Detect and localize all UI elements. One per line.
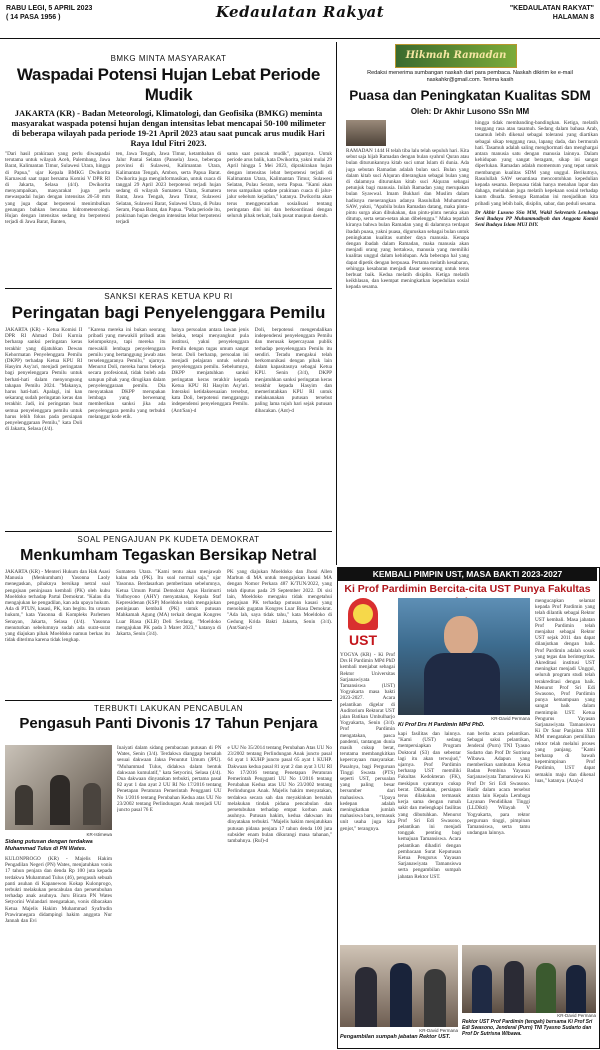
body-column: Inaiyati dalam sidang pembacaan putusan di PN Wates, Senin (3/4). Terdakwa dianggap bersalah sesuai dakwaan Jaksa Penuntut Umum (JPU). "Muhammad Tulus, didakwa dalam bentuk dakwaan kumulatif," kata Setyorini, Selasa (4/4). Dua dakwaan dinyatakan terbukti, pertama pasal 82 ayat 1 dan ayat 2 UU RI No 17/2016 tentang Penetapan Peraturan Pemerintah Pengganti UU No 1/2016 tentang Perubahan Kedua atas UU No 23/2002 tentang Perlindungan Anak menjadi UU juncto pasal 76 E — [117, 745, 222, 814]
ramadan-note: Redaksi menerima sumbangan naskah dari para pembaca. Naskah dikirim ke e-mail naskahkr@gmail.com. Terima kasih — [367, 70, 573, 83]
group-photo — [462, 945, 596, 1013]
ust-logo — [340, 598, 386, 650]
body-column: YOGYA (KR) - Ki Prof Drs H Pardimin MPd PhD kembali menjabat sebagai Rektor Universitas Sarjanawiyata Tamansiswa (UST) Yogyakarta masa bakti 2023-2027. Acara pelantikan digelar di Auditorium Rektorat UST jalan Batikan Umbulharjo Yogyakarta, Senin (3/4). Prof Pardimin mengatakan, pasca pandemi, tantangan dunia masih cukup berat, terutama membangkitkan kepercayaan masyarakat. Pasalnya, bagi Perguruan Tinggi Swasta (PTS) seperti UST, persoalan yang paling besar bersumber dari mahasiswa. "Upaya kedepan adalah meningkatkan jumlah mahasiswa baru, termasuk unit usaha juga kita genjot," terangnya. — [340, 652, 395, 832]
story-body — [5, 327, 332, 530]
photo-credit: KR-David Permana — [419, 1028, 458, 1033]
newspaper-logo: Kedaulatan Rakyat — [215, 3, 385, 21]
body-column: "Karena mereka ini bukan seorang pribadi yang mewakili pribadi atau kelompoknya, tapi mereka itu mewakili lembaga penyelenggara pemilu yang bertanggung jawab atas terselenggaranya Pemilu," ujarnya. Menurut Doli, mereka harus bekerja secara profesional, tidak boleh ada satupun pihak yang dirugikan dalam penyelenggaraan pemilu. Dia menyatakan DKPP merupakan lembaga yang berwenang memberikan sanksi jika ada penyelenggara pemilu yang terbukti melanggar kode etik. — [88, 327, 166, 420]
body-column: JAKARTA (KR) - Menteri Hukum dan Hak Asasi Manusia (Menkumham) Yasonna Laoly menegaskan, pihaknya bersikap netral soal pengajuan peninjauan kembali (PK) oleh kubu Moeldoko terhadap Partai Demokrat. "Kalau dia mengajukan ke pengadilan, kan ada upaya hukum. Ada di PTUN, kasasi, PK, kan begitu. Itu urusan hukum," kata Yasonna di Kompleks Parlemen Senayan, Jakarta, Selasa (4/4). Yasonna menuturkan sebelumnya sudah ada surat-surat yang diajukan pihak Moeldoko namun berkas itu tidak diterima karena tidak lengkap. — [5, 569, 110, 644]
story-headline: Peringatan bagi Penyelenggara Pemilu — [11, 303, 326, 322]
body-text: hingga tidak membanding-bandingkan. Ketiga, melatih tenggang rasa atau tasamuh. Sedang dalam bahasa Arab, tasamuh lebih dikenal sebagai toleransi yang diartikan sebagai sikap tenggang rasa, lapang dada, dan bermurah hati. Tasamuh adalah saling menghormati dan menghargai antara manusia satu dengan manusia lainnya. Dalam kehidupan yang sangat beragam, sikap ini sangat diperlukan. Ramadan adalah momentum yang tepat untuk membangun kualitas SDM yang unggul. Berikutnya, Rasulullah SAW senantiasa mencontohkan kepedulian kepada sesama. Berpuasa tidak hanya menahan lapar dan dahaga, melainkan juga melatih kepekaan sosial terhadap kaum dhuafa. Semoga Ramadan ini menjadikan kita pribadi yang lebih baik, disiplin, sabar, dan peduli sesama. — [475, 120, 598, 207]
rector-photo — [398, 598, 530, 715]
body-text: RAMADAN 1444 H telah tiba lalu telah sepuluh hari. Kita sebut saja hijab Ramadan dengan bulan syahrul Quran atau bulan diturunkannya kitab suci umat Islam di dunia. Ada juga sebutan Ramadan adalah bulan suci. Bulan yang dalam kitab suci Alquran diterangkan sebagai bulan yang di dalamnya diturunkan kitab suci Alquran sebagai petunjuk bagi manusia. Inilah Ramadan yang merupakan bulan Syawwal. Imam Bukhari dan Muslim dalam hadisnya menerangkan adanya Rasulullah Muhammad SAW, yakni, "Apabila bulan Ramadan datang, maka pintu-pintu surga akan dibukakan, dan pintu-pintu neraka akan ditutup, serta setan-setan akan dibelenggu." Maka tepatlah kiranya bahwa bulan Ramadan yang di dalamnya terdapat ibadah puasa, yakni puasa, diguruskan sebagai bulan untuk peningkatan kualitas sumber daya manusia. Kenapa dengan ibadah dalam Ramadan, maka manusia akan menjadi orang yang bertakwa, manusia yang memiliki kualitas unggul dalam kehidupan. Ada beberapa hal yang dapat dipetik dengan berpuasa. Pertama melatih kesabaran, sehingga kesabaran menjadi dasar seseorang untuk terus berbuat baik. Kedua melatih disiplin. Ketiga melatih keikhlasan, dan keempat meningkatkan kepedulian sosial kepada sesama. — [346, 148, 469, 291]
page-number: HALAMAN 8 — [552, 14, 594, 21]
photo-credit: KR-Istimewa — [86, 832, 112, 837]
ramadan-body — [346, 120, 598, 563]
court-photo — [5, 745, 112, 830]
body-column: ten, Jawa Tengah, Jawa Timur, ketambahan di Jalur Pantai Selatan (Pansela) Jawa, beberapa provinsi di Sulawesi, Kalimantan Utara, Kalimantan Tengah, Ambon, serta Papua Barat. Dwikorita juga menginformasikan, untuk cuaca di tanggal 29 April 2023 berpotensi terjadi hujan sedang di wilayah Sumatera Utara, Sumatera Barat, Jawa Tengah, Jawa Timur, Sulawesi Selatan, Sulawesi Barat, Sulawesi Utara, di Pulau Seram, Papua Barat, dan Papua. "Pada periode itu, prakiraan hujan dengan intensitas lebat berpotensi terjadi — [116, 151, 221, 226]
photo-caption: Ki Prof Drs H Pardimin MPd PhD. — [398, 722, 485, 728]
issue-hijri-date: ( 14 PASA 1956 ) — [6, 14, 61, 21]
ust-body — [535, 598, 595, 943]
body-column: "Dari hasil prakiraan yang perlu diwaspadai terutama untuk wilayah Aceh, Palembang, Jawa Barat, Kalimantan Timur, Sulawesi Utara, hingga di Papua," ujar Kepala BMKG Dwikorita Karnawati saat rapat bersama Komisi V DPR RI di Jakarta, Selasa (4/4). Dwikorita menyampaikan, masyarakat juga perlu mewaspadai hujan dengan intensitas 20-50 mm yang juga dapat berpotensi menimbulkan genangan bahkan bencana hidrometeorologi. Hujan dengan intensitas sedang itu berpotensi terjadi di Jawa Barat, Banten, — [5, 151, 110, 226]
body-column: kapi fasilitas dan lainnya. "Kami (UST) sedang mempersiapkan Program Doktoral (S3) dan sebentar lagi itu akan terwujud," ujarnya. Prof Pardimin berharap UST memiliki Fakultas Kedokteran (FK), meskipun syaratnya cukup berat. Dikatakan, persiapan terus dilakukan termasuk kerja sama dengan rumah sakit dan melengkapi fasilitas yang dibutuhkan. Menurut Prof Sri Edi Swasono, pelantikan ini menjadi tonggak penting bagi kemajuan Tamansiswa. Acara pelantikan dihadiri dengan pembacaan Surat Keputusan Ketua Pengurus Yayasan Sarjanawiyata Tamansiswa serta pengambilan sumpah jabatan Rektor UST. — [398, 731, 461, 880]
story-kicker: SOAL PENGAJUAN PK KUDETA DEMOKRAT — [77, 535, 260, 544]
body-column — [475, 120, 598, 563]
story-body — [5, 151, 332, 286]
ust-body — [398, 731, 530, 943]
story-headline: Ki Prof Pardimin Bercita-cita UST Punya Fakultas — [344, 583, 591, 595]
story-body — [5, 569, 332, 698]
author-bio: Dr Akhir Lusono SSn MM, Wakil Sekretaris Lembaga Seni Budaya PP Muhammadiyah dan Anggota Komisi Seni Budaya Islam MUI DIY. — [475, 209, 598, 229]
photo-credit: KR-David Permana — [557, 1013, 596, 1018]
column-separator — [336, 42, 337, 565]
story-kicker: TERBUKTI LAKUKAN PENCABULAN — [93, 704, 244, 713]
body-column: nan berita acara pelantikan. Sebagai saksi pelantikan, Jenderal (Purn) TNI Tyasno Sudarto dan Prof Dr Sutrisna Wibawa. Adapun yang memberikan sambutan Ketua Badan Pembina Yayasan Sarjanawiyata Tamansiswa Ki Prof Dr Sri Edi Swasono. Hadir dalam acara tersebut antara lain Kepala Lembaga Layanan Pendidikan Tinggi (LLDikti) Wilayah V Yogyakarta, para rektor perguruan tinggi, pimpinan Tamansiswa, serta tamu undangan lainnya. — [467, 731, 530, 837]
story-kicker: SANKSI KERAS KETUA KPU RI — [104, 292, 233, 301]
photo-credit: KR-David Permana — [491, 716, 530, 721]
ust-body — [340, 652, 395, 942]
story-headline: Pengasuh Panti Divonis 17 Tahun Penjara — [19, 715, 318, 732]
divider — [5, 288, 332, 289]
body-column: e UU No 35/2014 tentang Perubahan Atas UU No 23/2002 tentang Perlindungan Anak juncto pasal 64 ayat 1 KUHP juncto pasal 65 ayat 1 KUHP. Dakwaan kedua pasal 81 ayat 2 dan ayat 3 UU RI No 17/2016 tentang Penetapan Peraturan Pemerintah Pengganti UU No 1/2016 tentang Perubahan Kedua atas UU No 23/2002 tentang Perlindungan Anak. Majelis hakim menyatakan, terdakwa secara sah dan meyakinkan bersalah melakukan tindak pidana pencabulan dan persetubuhan terhadap empat korban anak asuhnya. Putusan hakim, kedua dakwaan itu dinyatakan terbukti. "Majelis hakim menjatuhkan putusan pidana penjara 17 tahun denda 100 juta subsider enam bulan dikurangi masa tahanan," tambahnya. (Rul)-d — [227, 745, 332, 845]
masthead-page-block — [510, 4, 594, 22]
body-column: Sumatera Utara. "Kami tentu akan menjawab kalau ada (PK). Itu soal normal saja," ujar Yasonna. Berdasarkan pemberitaan sebelumnya, Ketua Umum Partai Demokrat Agus Harimurti Yudhoyono (AHY) menyatakan, Kepala Staf Kepresidenan (KSP) Moeldoko telah mengajukan peninjauan kembali (PK) untuk putusan Mahkamah Agung (MA) terkait dengan Kongres Luar Biasa (KLB) Deli Serdang. "Moeldoko mengajukan PK pada 3 Maret 2023," katanya di Jakarta, Senin (3/4). — [116, 569, 221, 638]
story-headline: Puasa dan Peningkatan Kualitas SDM — [349, 88, 591, 103]
photo-caption: Pengambilan sumpah jabatan Rektor UST. — [340, 1034, 451, 1040]
body-column: mengucapkan selamat kepada Prof Pardimin yang telah dilantik sebagai Rektor UST kembali. Masa jabatan Prof Pardimin telah menjabat sebagai Rektor UST sejak 2011 dan dapat dilanjutkan dengan baik. Prof Pardimin adalah sosok yang tegas dan berintegritas. Akreditasi institusi UST meningkat menjadi Unggul, seluruh program studi telah terakreditasi dengan baik. Menurut Prof Sri Edi Swasono, Prof Pardimin punya kemampuan yang sangat baik dalam memimpin UST. Ketua Pengurus Yayasan Sarjanawiyata Tamansiswa Ki Dr Saur Panjaitan XIII MM mengatakan pemilihan rektor telah melalui proses yang panjang. "Kami berharap di bawah kepemimpinan Prof Pardimin, UST dapat semakin maju dan dikenal luas," katanya. (Aza)-d — [535, 598, 595, 784]
story-bmkg — [5, 42, 332, 287]
body-column: KULONPROGO (KR) - Majelis Hakim Pengadilan Negeri (PN) Wates, menjatuhkan vonis 17 tahun penjara dan denda Rp 100 juta kepada terdakwa Muhammad Tulus (46), pengasuh sebuah panti asuhan di Kapanewon Kokap Kulonprogo, terbukti melakukan pencabulan dan persetubuhan terhadap anak asuhnya. Juru Bicara PN Wates Setyorini Wulandari mengatakan, vonis dibacakan Ketua Majelis Hakim Muhammad Syafrudin Prawiranegara didampingi hakim anggota Nur Jannah dan Evi — [5, 856, 112, 925]
author-byline: Oleh: Dr Akhir Lusono SSn MM — [410, 107, 530, 116]
divider — [5, 700, 332, 701]
photo-caption: Sidang putusan dengan terdakwa Muhammad Tulus di PN Wates. — [5, 839, 93, 852]
ust-banner: KEMBALI PIMPIN UST, MASA BAKTI 2023-2027 — [338, 568, 597, 581]
masthead — [0, 0, 600, 39]
logo-text: UST — [349, 632, 377, 648]
story-headline: Menkumham Tegaskan Bersikap Netral — [20, 547, 317, 564]
story-lead: JAKARTA (KR) - Badan Meteorologi, Klimatologi, dan Geofisika (BMKG) meminta masyarakat waspada potensi hujan dengan intensitas lebat mencapai 50-100 milimeter di beberapa wilayah pada periode 19-21 April 2023 atau saat puncak arus mudik Hari Raya Idul Fitri 2023. — [11, 108, 326, 148]
body-column: sama saat puncak mudik", paparnya. Untuk periode arus balik, kata Dwikorita, yakni mulai 29 April hingga 5 Mei 2023, diprakirakan hujan dengan intensitas lebat berpotensi terjadi di Kalimantan Utara, Kalimantan Timur, Sulawesi Selatan, Pulau Seram, serta Papua. "Kami akan terus sampaikan update prakiraan cuaca di jalur-jalur sebelum kejadian," katanya. Dwikorita akan terus menggencarkan sosialisasi tentang peringatan dini ini dan berkoordinasi dengan seluruh pihak terkait, baik pusat maupun daerah. — [227, 151, 332, 220]
oath-photo — [340, 945, 458, 1027]
story-menkumham — [5, 533, 332, 698]
body-column: JAKARTA (KR) - Ketua Komisi II DPR RI Ahmad Doli Kurnia berharap sanksi peringatan keras terakhir yang dijatuhkan Dewan Kehormatan Penyelenggara Pemilu (DKPP) terhadap Ketua KPU RI Hasyim Asy'ari, menjadi peringatan bagi penyelenggara Pemilu untuk berhati-hati dalam menyongsong tahapan Pemilu 2024. "Makanya, harus hati-hati. Apalagi, ini kan sekarang sudah peringatan keras dan terakhir. Jadi, ini peringatan buat semua penyelenggara pemilu untuk harus lebih fokus pada persiapan penyelenggaraan Pemilu," kata Doli di Jakarta, Selasa (4/4). — [5, 327, 83, 433]
ramadan-banner — [395, 44, 517, 68]
body-column: PK yang diajukan Moeldoko dan Jhoni Allen Marbun di MA untuk mengajukan kasasi MA dengan Nomor Perkara 487 K/TUN/2022, yang telah diputus pada 29 September 2022. Di sisi lain, Moeldoko mengaku tidak mengetahui pengajuan PK terhadap putusan kasasi yang menolak gugatan Kongres Luar Biasa Demokrat. "Ada lah, saya tidak tahu," kata Moeldoko di Gedung Krida Bakti Jakarta, Senin (3/4). (Ant/San)-d — [227, 569, 332, 631]
story-headline: Waspadai Potensi Hujan Lebat Periode Mudik — [16, 65, 321, 104]
body-column — [346, 120, 469, 563]
divider — [5, 531, 332, 532]
body-column: hanya persoalan antara lawan jenis belaka, tetapi menyangkut pula institusi, yakni penyelenggara Pemilu dengan tugas umum sangat berat. Doli berharap, persoalan ini menjadi pelajaran untuk seluruh penyelenggara pemilu. Sebelumnya, DKPP menjatuhkan sanksi peringatan keras terakhir kepada Ketua KPU RI Hasyim Asy'ari. Interaksi ketidaksesuaian tersebut, kata Doli, berpotensi mengganggu independensi penyelenggara Pemilu. (Ant/San)-d — [171, 327, 249, 414]
banner-title: Hikmah Ramadan — [405, 50, 507, 61]
section-name: "KEDAULATAN RAKYAT" — [509, 5, 594, 12]
body-column: Doli, berpotensi mengendalikan independensi penyelenggara Pemilu dan merusak kepercayaan publik terhadap penyelenggara Pemilu itu sendiri. Teradu mengakui telah berkomunikasi dengan pihak lain dalam kapasitasnya sebagai Ketua KPU. Senin (3/4), DKPP menjatuhkan sanksi peringatan keras terakhir kepada Hasyim dan memerintahkan KPU RI untuk melaksanakan putusan tersebut paling lama tujuh hari sejak putusan dibacakan. (Ant)-d — [254, 327, 332, 414]
story-kpu — [5, 290, 332, 530]
story-body — [117, 745, 332, 1045]
story-body — [5, 856, 112, 1044]
story-kicker: BMKG MINTA MASYARAKAT — [110, 54, 227, 63]
issue-date: RABU LEGI, 5 APRIL 2023 — [6, 5, 93, 12]
masthead-date-block — [6, 4, 92, 22]
photo-caption: Rektor UST Prof Pardimin (tengah) bersama Ki Prof Sri Edi Swasono, Jenderal (Purn) TNI Tyasno Sudarto dan Prof Dr Sutrisna Wibawa. — [462, 1019, 593, 1037]
